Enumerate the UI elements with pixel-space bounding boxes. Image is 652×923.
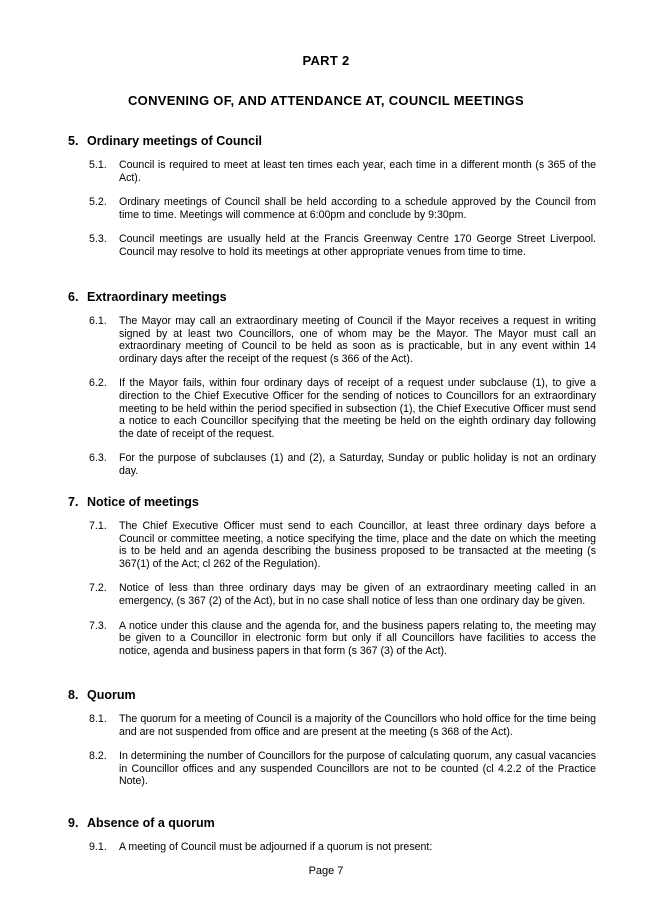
section-heading: [68, 134, 596, 148]
section-heading: [68, 688, 596, 702]
section-number: 5.: [68, 134, 79, 148]
page-number: Page 7: [308, 865, 344, 877]
clause-number: 5.3.: [89, 233, 107, 246]
clause-text: The quorum for a meeting of Council is a majority of the Councillors who hold office for the time being and are not suspended from office and are present at the meeting (s 368 of the Act).: [119, 713, 596, 738]
clause-text: A meeting of Council must be adjourned if a quorum is not present:: [119, 841, 433, 853]
section-heading: [68, 816, 596, 830]
section-title: Ordinary meetings of Council: [87, 134, 263, 148]
clause: [68, 841, 596, 854]
section-title: Notice of meetings: [87, 495, 199, 509]
clause: [68, 620, 596, 658]
clause-text: A notice under this clause and the agenda for, and the business papers relating to, the meeting may be given to a Councillor in electronic form but only if all Councillors have facilities to access the notice, agenda and business papers in that form (s 367 (3) of the Act).: [119, 619, 596, 657]
section-title: Quorum: [87, 688, 136, 702]
clause: [68, 582, 596, 607]
section-heading: [68, 495, 596, 509]
clause-text: Ordinary meetings of Council shall be held according to a schedule approved by the Council from time to time. Meetings will commence at 6:00pm and conclude by 9:30pm.: [119, 196, 596, 221]
part-title: PART 2: [302, 53, 350, 68]
clause-number: 9.1.: [89, 841, 107, 853]
clause-text: The Chief Executive Officer must send to each Councillor, at least three ordinary days before a Council or committee meeting, a notice specifying the time, place and the date on which the meeting is to be held and an agenda describing the business proposed to be transacted at the meeting (s 367(1) of the Act; cl 262 of the Regulation).: [119, 520, 596, 570]
clause: [68, 713, 596, 738]
clause-text: Council meetings are usually held at the Francis Greenway Centre 170 George Street Liverpool. Council may resolve to hold its meetings at other appropriate venues from time to time.: [119, 233, 596, 258]
clause-number: 6.3.: [89, 452, 107, 465]
clause: [68, 750, 596, 788]
section-title: Extraordinary meetings: [87, 290, 227, 304]
section-5: [68, 134, 596, 271]
clause-number: 5.1.: [89, 159, 107, 171]
clause-number: 7.2.: [89, 582, 107, 595]
clause-number: 6.1.: [89, 315, 107, 327]
clause: [68, 159, 596, 184]
clause-number: 7.1.: [89, 520, 107, 532]
clause-text: If the Mayor fails, within four ordinary days of receipt of a request under subclause (1), to give a direction to the Chief Executive Officer for the sending of notices to Councillors for an extraordinary meeting to be held within the period specified in subsection (1), the Chief Executive Officer must send a notice to each Councillor specifying that the meeting be held on the eighth ordinary day following the date of receipt of the request.: [119, 377, 596, 440]
clause-number: 5.2.: [89, 196, 107, 209]
clause: [68, 377, 596, 440]
section-number: 9.: [68, 816, 79, 830]
section-heading: [68, 290, 596, 304]
clause-number: 8.1.: [89, 713, 107, 725]
clause: [68, 520, 596, 570]
section-number: 7.: [68, 495, 79, 509]
section-title: Absence of a quorum: [87, 816, 215, 830]
clause-number: 8.2.: [89, 750, 107, 763]
section-9: [68, 816, 596, 866]
clause-number: 7.3.: [89, 619, 107, 632]
section-6: [68, 290, 596, 490]
clause: [68, 452, 596, 477]
clause-number: 6.2.: [89, 377, 107, 390]
clause-text: For the purpose of subclauses (1) and (2), a Saturday, Sunday or public holiday is not an ordinary day.: [119, 452, 596, 477]
section-7: [68, 495, 596, 669]
clause: [68, 196, 596, 221]
clause: [68, 233, 596, 258]
main-title: CONVENING OF, AND ATTENDANCE AT, COUNCIL MEETINGS: [127, 93, 525, 108]
section-8: [68, 688, 596, 800]
clause-text: Council is required to meet at least ten times each year, each time in a different month (s 365 of the Act).: [119, 159, 596, 184]
clause-text: Notice of less than three ordinary days may be given of an extraordinary meeting called in an emergency, (s 367 (2) of the Act), but in no case shall notice of less than one ordinary day be given.: [119, 582, 596, 607]
clause-text: In determining the number of Councillors for the purpose of calculating quorum, any casual vacancies in Councillor offices and any suspended Councillors are not to be counted (cl 4.2.2 of the Practice Note).: [119, 750, 596, 788]
section-number: 8.: [68, 688, 79, 702]
clause: [68, 315, 596, 365]
clause-text: The Mayor may call an extraordinary meeting of Council if the Mayor receives a request in writing signed by at least two Councillors, one of whom may be the Mayor. The Mayor must call an extraordinary meeting of Council to be held as soon as is practicable, but in any event within 14 ordinary days after the receipt of the request (s 366 of the Act).: [119, 315, 596, 365]
section-number: 6.: [68, 290, 79, 304]
